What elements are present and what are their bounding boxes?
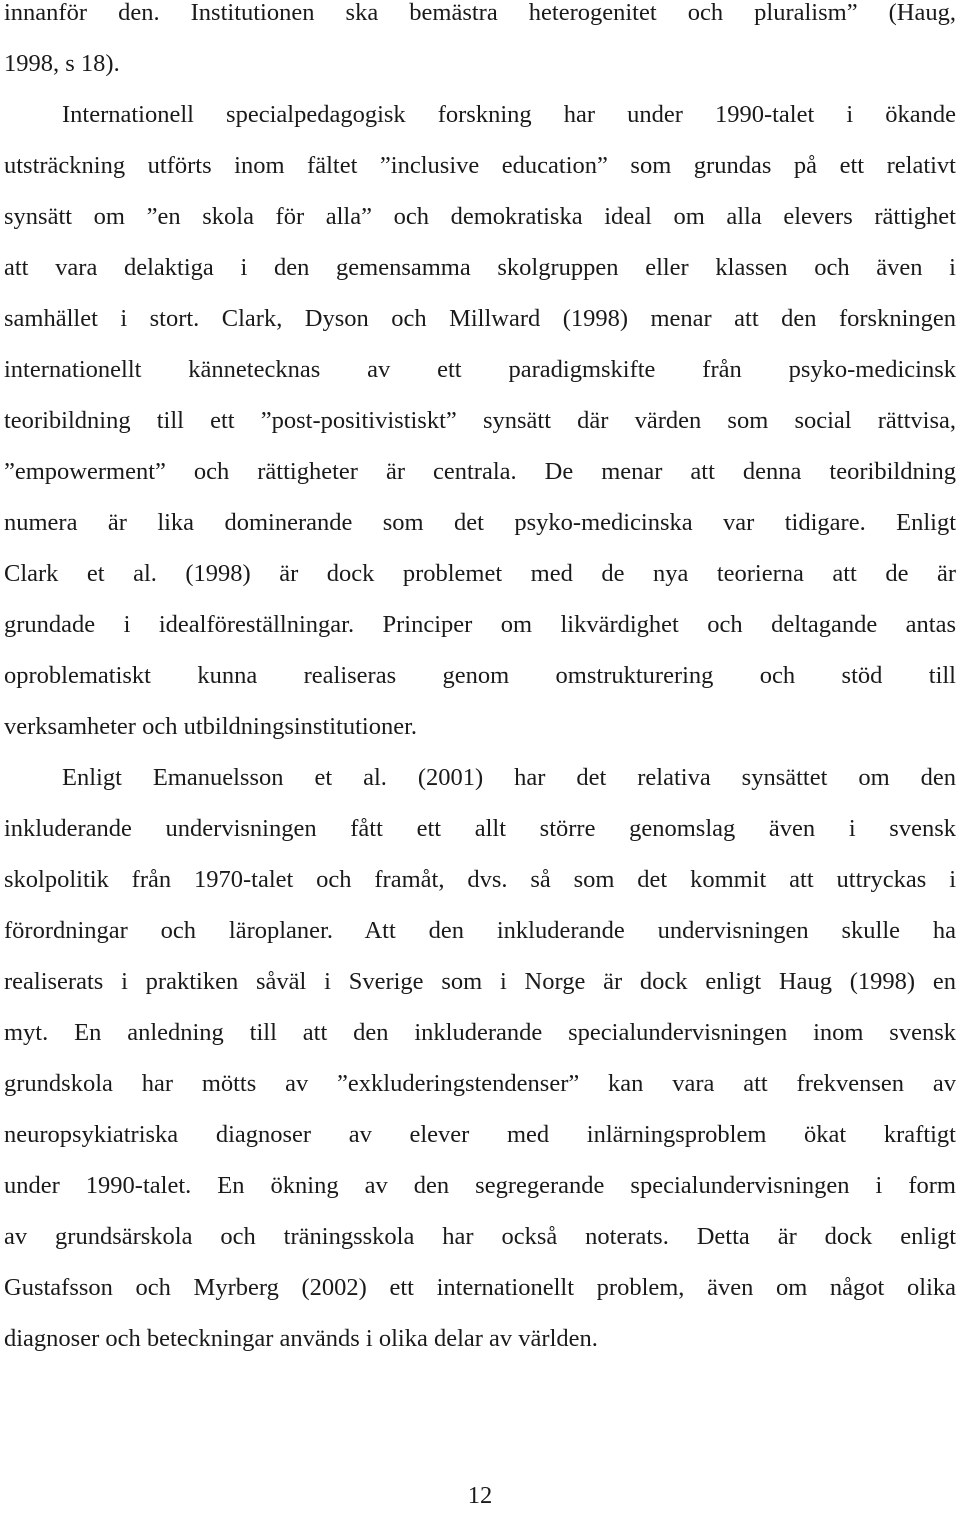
text-line: verksamheter och utbildningsinstitutioner. — [4, 713, 418, 740]
text-line: förordningar och läroplaner. Att den inkluderande undervisningen skulle ha — [4, 917, 956, 944]
text-line: Gustafsson och Myrberg (2002) ett internationellt problem, även om något olika — [4, 1274, 956, 1301]
text-line: Internationell specialpedagogisk forskning har under 1990-talet i ökande — [62, 101, 956, 128]
text-line: diagnoser och beteckningar används i olika delar av världen. — [4, 1325, 598, 1352]
text-line: Enligt Emanuelsson et al. (2001) har det relativa synsättet om den — [62, 764, 956, 791]
text-line: Clark et al. (1998) är dock problemet med de nya teorierna att de är — [4, 560, 956, 587]
text-line: 1998, s 18). — [4, 50, 120, 77]
text-line: myt. En anledning till att den inkluderande specialundervisningen inom svensk — [4, 1019, 956, 1046]
text-line: grundade i idealföreställningar. Principer om likvärdighet och deltagande antas — [4, 611, 956, 638]
text-line: innanför den. Institutionen ska bemästra heterogenitet och pluralism” (Haug, — [4, 0, 956, 26]
text-line: realiserats i praktiken såväl i Sverige som i Norge är dock enligt Haug (1998) en — [4, 968, 956, 995]
text-line: grundskola har mötts av ”exkluderingstendenser” kan vara att frekvensen av — [4, 1070, 956, 1097]
page-number: 12 — [467, 1482, 493, 1509]
text-line: numera är lika dominerande som det psyko-medicinska var tidigare. Enligt — [4, 509, 956, 536]
text-line: inkluderande undervisningen fått ett allt större genomslag även i svensk — [4, 815, 956, 842]
text-line: att vara delaktiga i den gemensamma skolgruppen eller klassen och även i — [4, 254, 956, 281]
text-line: internationellt kännetecknas av ett paradigmskifte från psyko-medicinsk — [4, 356, 956, 383]
text-line: utsträckning utförts inom fältet ”inclusive education” som grundas på ett relativt — [4, 152, 956, 179]
text-line: av grundsärskola och träningsskola har också noterats. Detta är dock enligt — [4, 1223, 956, 1250]
text-line: synsätt om ”en skola för alla” och demokratiska ideal om alla elevers rättighet — [4, 203, 956, 230]
text-line: neuropsykiatriska diagnoser av elever med inlärningsproblem ökat kraftigt — [4, 1121, 956, 1148]
text-line: teoribildning till ett ”post-positivistiskt” synsätt där värden som social rättvisa, — [4, 407, 956, 434]
text-line: oproblematiskt kunna realiseras genom omstrukturering och stöd till — [4, 662, 956, 689]
text-line: samhället i stort. Clark, Dyson och Millward (1998) menar att den forskningen — [4, 305, 956, 332]
text-line: ”empowerment” och rättigheter är centrala. De menar att denna teoribildning — [4, 458, 956, 485]
text-line: under 1990-talet. En ökning av den segregerande specialundervisningen i form — [4, 1172, 956, 1199]
text-line: skolpolitik från 1970-talet och framåt, dvs. så som det kommit att uttryckas i — [4, 866, 956, 893]
